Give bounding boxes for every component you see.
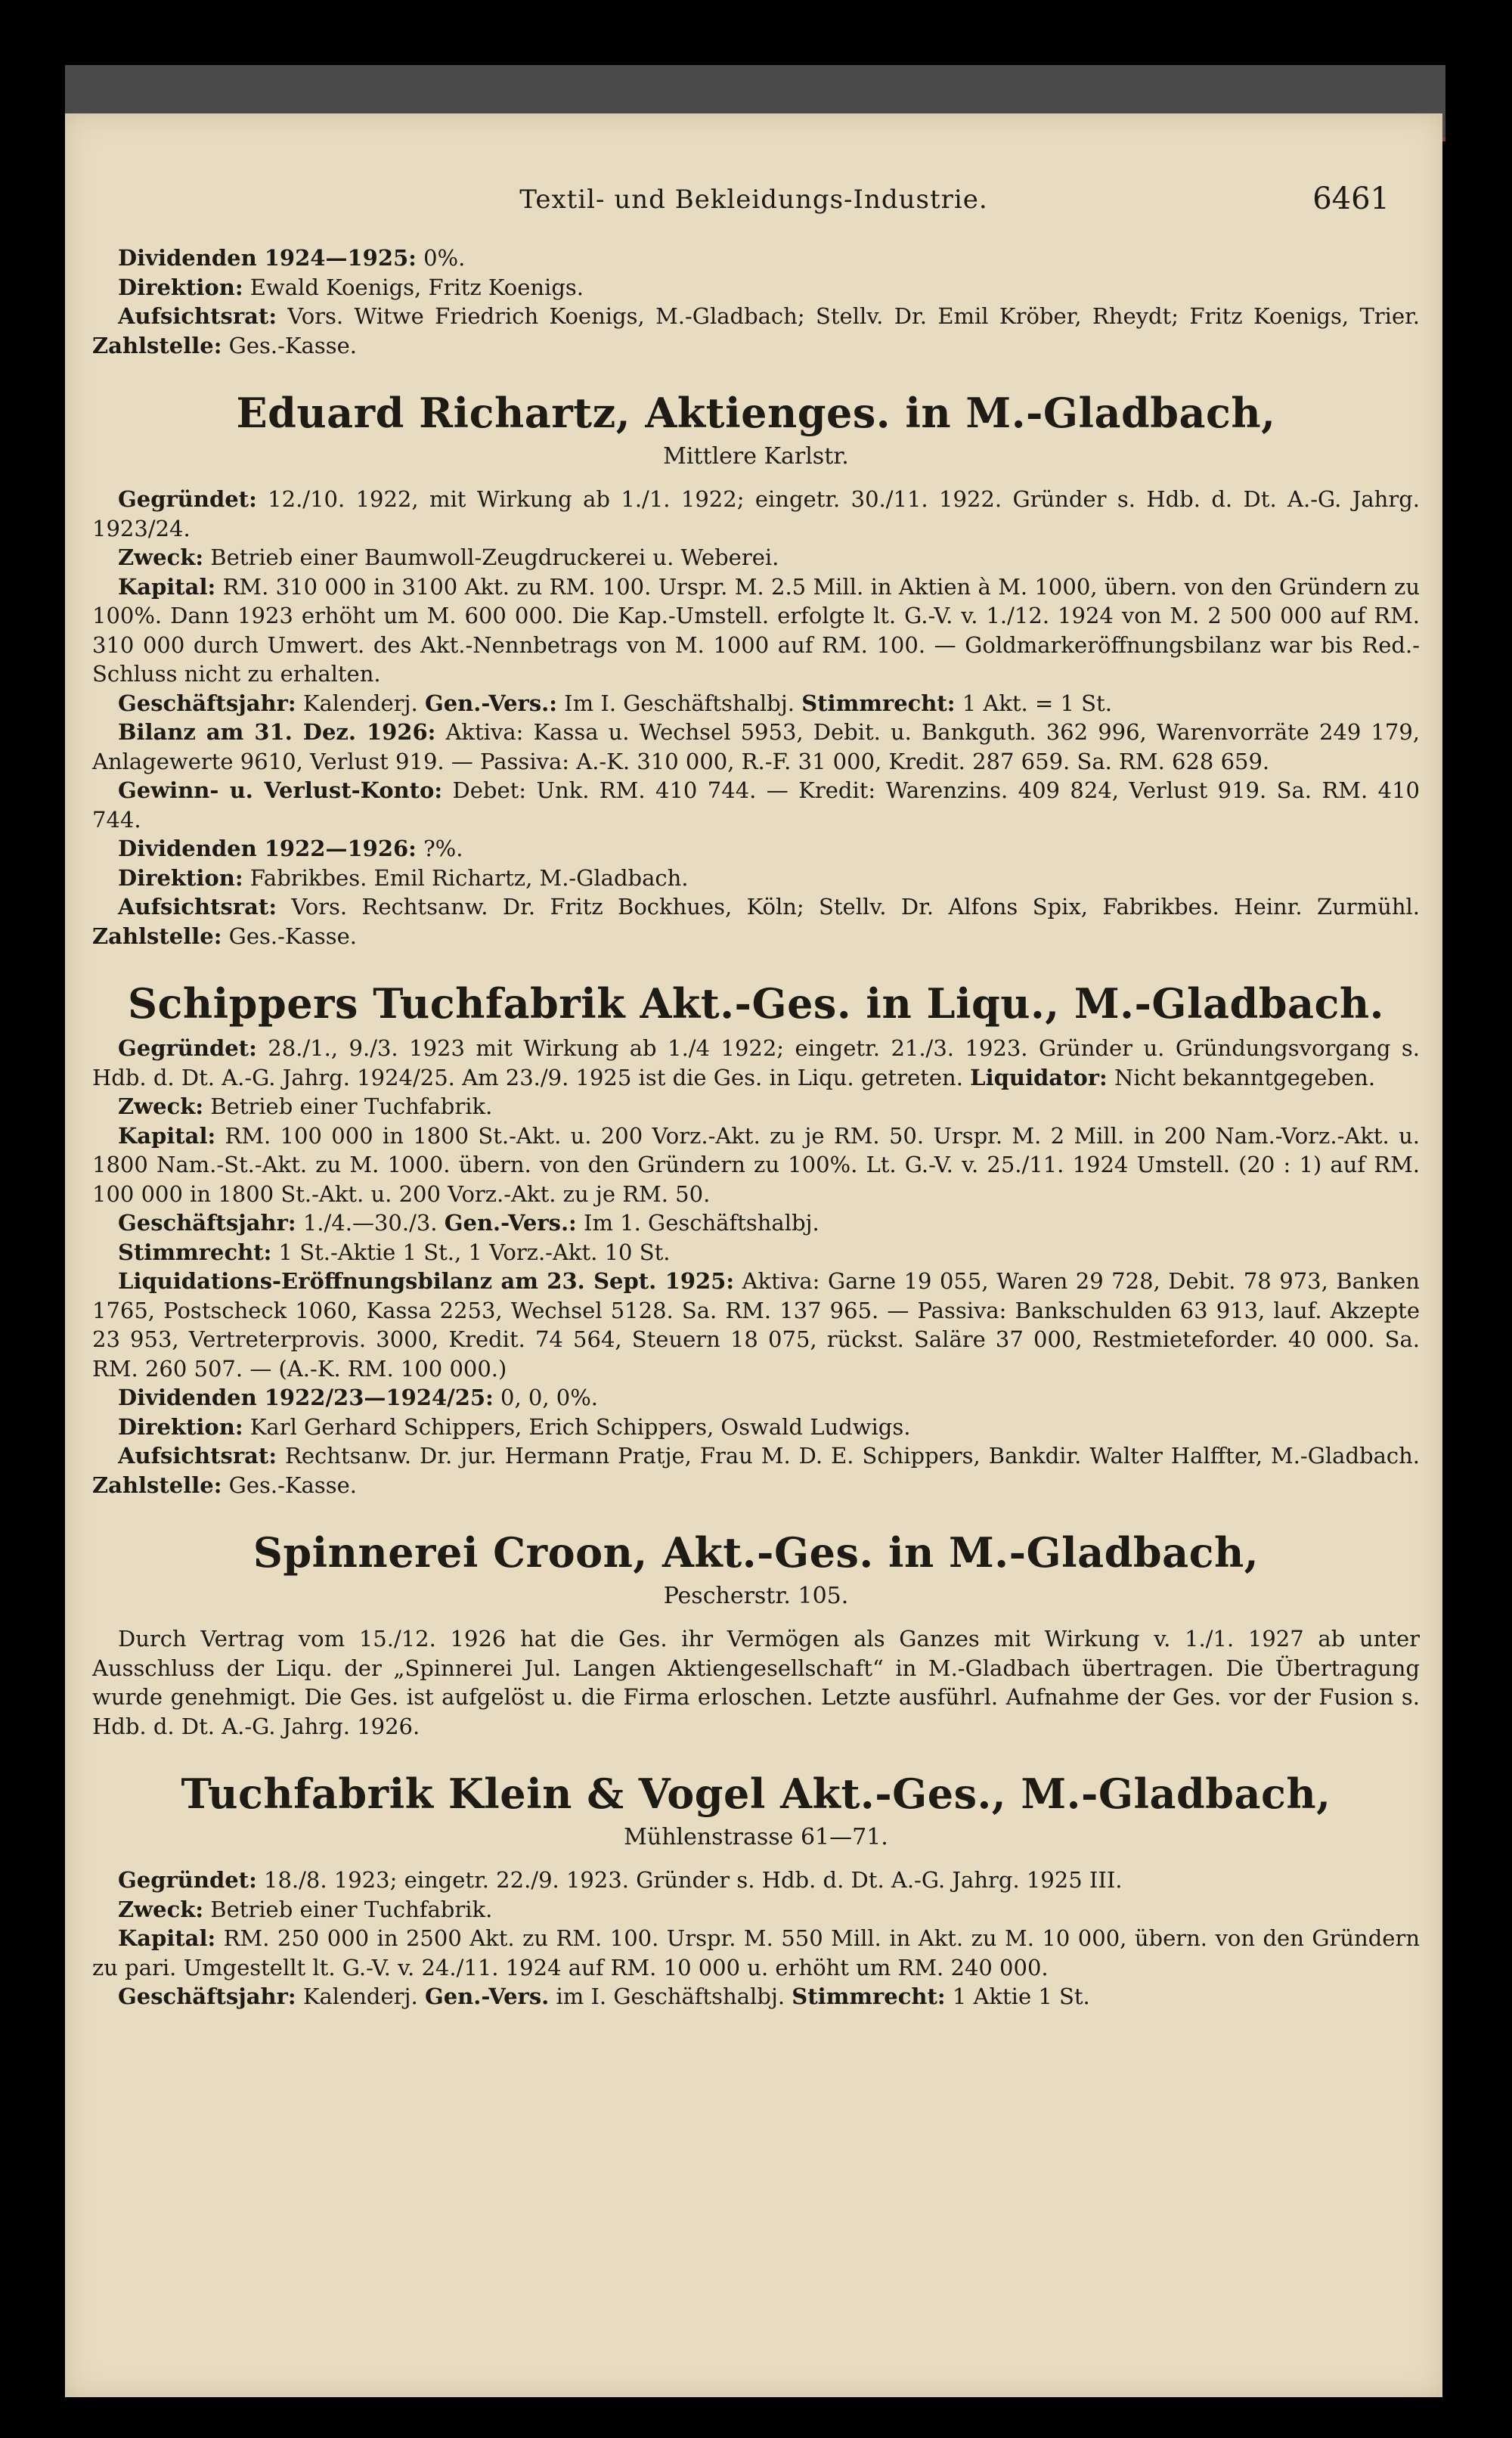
field-value: Vors. Witwe Friedrich Koenigs, M.-Gladbach; Stellv. Dr. Emil Kröber, Rheydt; Fritz Koenigs, Trier. xyxy=(277,303,1420,329)
page-number: 6461 xyxy=(1312,181,1390,216)
field-value: Nicht bekanntgegeben. xyxy=(1107,1064,1376,1090)
entry-paragraph xyxy=(92,834,1420,864)
field-label: Stimmrecht: xyxy=(118,1239,272,1265)
field-value: Betrieb einer Baumwoll-Zeugdruckerei u. Weberei. xyxy=(203,544,779,570)
field-value: 0%. xyxy=(416,245,466,271)
field-label: Dividenden 1922/23—1924/25: xyxy=(118,1385,494,1410)
field-label: Zweck: xyxy=(118,1093,204,1119)
running-title: Textil- und Bekleidungs-Industrie. xyxy=(519,185,988,215)
field-label: Zweck: xyxy=(118,1896,204,1922)
entry-paragraph xyxy=(92,1034,1420,1092)
field-label: Stimmrecht: xyxy=(801,690,956,716)
field-label: Aufsichtsrat: xyxy=(118,303,277,329)
field-label: Liquidations-Eröffnungsbilanz am 23. Sept. 1925: xyxy=(118,1268,735,1294)
entry-paragraph xyxy=(92,892,1420,951)
field-value: Ewald Koenigs, Fritz Koenigs. xyxy=(243,274,584,300)
field-value: Betrieb einer Tuchfabrik. xyxy=(203,1093,493,1119)
field-value: ?%. xyxy=(416,836,463,861)
field-label: Kapital: xyxy=(118,1122,216,1149)
entry-paragraph xyxy=(92,689,1420,718)
field-label: Kapital: xyxy=(118,573,216,600)
field-value: Betrieb einer Tuchfabrik. xyxy=(203,1896,493,1922)
entry-paragraph xyxy=(92,485,1420,543)
field-value: RM. 310 000 in 3100 Akt. zu RM. 100. Urspr. M. 2.5 Mill. in Aktien à M. 1000, übern. von den Gründern zu 100%. Dann 1923 erhöht um M. 600 000. Die Kap.-Umstell. erfolgte lt. G.-V. v. 1./12. 1924 von M. 2 500 000 auf RM. 310 000 durch Umwert. des Akt.-Nennbetrags von M. 1000 auf RM. 100. — Goldmarkeröffnungsbilanz war bis Red.-Schluss nicht zu erhalten. xyxy=(92,573,1420,687)
entry-paragraph xyxy=(92,273,1420,302)
company-address: Pescherstr. 105. xyxy=(663,1583,849,1609)
field-label: Kapital: xyxy=(118,1925,216,1951)
company-entry xyxy=(92,979,1420,1500)
field-label: Gegründet: xyxy=(118,1867,257,1893)
field-label: Aufsichtsrat: xyxy=(118,894,277,920)
entry-paragraph xyxy=(92,1866,1420,1895)
entry-paragraph xyxy=(92,1267,1420,1383)
entry-paragraph xyxy=(92,1982,1420,2012)
entry-paragraph xyxy=(92,718,1420,776)
field-label: Gen.-Vers. xyxy=(424,1984,550,2009)
field-value: 1 St.-Aktie 1 St., 1 Vorz.-Akt. 10 St. xyxy=(271,1239,671,1265)
field-value: Karl Gerhard Schippers, Erich Schippers, Oswald Ludwigs. xyxy=(243,1413,911,1440)
field-value: 1 Aktie 1 St. xyxy=(945,1984,1090,2009)
entry-paragraph xyxy=(92,1208,1420,1238)
field-label: Gegründet: xyxy=(118,486,257,512)
field-label: Geschäftsjahr: xyxy=(118,690,296,716)
field-label: Stimmrecht: xyxy=(792,1984,946,2009)
field-value: Im I. Geschäftshalbj. xyxy=(556,690,795,716)
field-value: Kalenderj. xyxy=(296,690,418,716)
entry-paragraph xyxy=(92,543,1420,572)
field-label: Liquidator: xyxy=(970,1064,1108,1090)
entry-paragraph xyxy=(92,1624,1420,1741)
field-value: 1./4.—30./3. xyxy=(296,1210,438,1236)
company-address: Mühlenstrasse 61—71. xyxy=(624,1824,888,1850)
entry-paragraph xyxy=(92,302,1420,360)
entry-paragraph xyxy=(92,776,1420,834)
field-value: 28./1., 9./3. 1923 mit Wirkung ab 1./4 1922; eingetr. 21./3. 1923. Gründer u. Gründungsvorgang s. Hdb. d. Dt. A.-G. Jahrg. 1924/25. Am 23./9. 1925 ist die Ges. in Liqu. getreten. xyxy=(92,1035,1420,1090)
field-label: Direktion: xyxy=(118,864,243,891)
company-title: Eduard Richartz, Aktienges. in M.-Gladbach, xyxy=(236,389,1276,437)
field-value: im I. Geschäftshalbj. xyxy=(549,1984,785,2009)
company-title: Schippers Tuchfabrik Akt.-Ges. in Liqu., M.-Gladbach. xyxy=(128,979,1384,1028)
entry-paragraph xyxy=(92,572,1420,689)
field-value: 18./8. 1923; eingetr. 22./9. 1923. Gründer s. Hdb. d. Dt. A.-G. Jahrg. 1925 III. xyxy=(256,1867,1123,1893)
field-label: Zahlstelle: xyxy=(92,1472,222,1498)
entry-paragraph xyxy=(92,1092,1420,1121)
field-value: RM. 250 000 in 2500 Akt. zu RM. 100. Urspr. M. 550 Mill. in Akt. zu M. 10 000, übern. von den Gründern zu pari. Umgestellt lt. G.-V. v. 24./11. 1924 auf RM. 10 000 u. erhöht um RM. 240 000. xyxy=(92,1925,1420,1980)
entry-paragraph xyxy=(92,1895,1420,1925)
field-label: Geschäftsjahr: xyxy=(118,1210,296,1236)
entry-paragraph xyxy=(92,1441,1420,1500)
field-label: Dividenden 1924—1925: xyxy=(118,245,417,271)
field-label: Gegründet: xyxy=(118,1035,257,1061)
field-label: Aufsichtsrat: xyxy=(118,1443,277,1469)
entry-paragraph xyxy=(92,864,1420,893)
field-value: Ges.-Kasse. xyxy=(222,923,357,949)
company-title: Tuchfabrik Klein & Vogel Akt.-Ges., M.-Gladbach, xyxy=(181,1770,1331,1818)
company-entry xyxy=(92,389,1420,951)
entry-paragraph xyxy=(92,1924,1420,1982)
field-label: Direktion: xyxy=(118,274,243,300)
field-value: Fabrikbes. Emil Richartz, M.-Gladbach. xyxy=(243,864,689,891)
entry-paragraph xyxy=(92,1238,1420,1267)
entry-paragraph xyxy=(92,1383,1420,1413)
page-content xyxy=(92,243,1420,2012)
company-entry xyxy=(92,1770,1420,2012)
field-value: 1 Akt. = 1 St. xyxy=(955,690,1112,716)
company-title: Spinnerei Croon, Akt.-Ges. in M.-Gladbach, xyxy=(253,1528,1259,1577)
field-label: Bilanz am 31. Dez. 1926: xyxy=(118,719,436,745)
company-entry xyxy=(92,243,1420,360)
field-label: Geschäftsjahr: xyxy=(118,1984,296,2009)
entry-paragraph xyxy=(92,1121,1420,1209)
field-value: Ges.-Kasse. xyxy=(222,332,357,358)
entry-paragraph xyxy=(92,1413,1420,1442)
field-label: Dividenden 1922—1926: xyxy=(118,836,417,861)
field-value: Im 1. Geschäftshalbj. xyxy=(576,1210,820,1236)
field-label: Direktion: xyxy=(118,1413,243,1440)
field-value: RM. 100 000 in 1800 St.-Akt. u. 200 Vorz.-Akt. zu je RM. 50. Urspr. M. 2 Mill. in 200 Nam.-Vorz.-Akt. u. 1800 Nam.-St.-Akt. zu M. 1000. übern. von den Gründern zu 100%. Lt. G.-V. v. 25./11. 1924 Umstell. (20 : 1) auf RM. 100 000 in 1800 St.-Akt. u. 200 Vorz.-Akt. zu je RM. 50. xyxy=(92,1122,1420,1207)
company-entry xyxy=(92,1528,1420,1741)
field-value: Aktiva: Kassa u. Wechsel 5953, Debit. u. Bankguth. 362 996, Warenvorräte 249 179, Anlagewerte 9610, Verlust 919. — Passiva: A.-K. 310 000, R.-F. 31 000, Kredit. 287 659. Sa. RM. 628 659. xyxy=(92,719,1420,774)
field-value: Ges.-Kasse. xyxy=(222,1472,357,1498)
field-value: Rechtsanw. Dr. jur. Hermann Pratje, Frau M. D. E. Schippers, Bankdir. Walter Halffter, M.-Gladbach. xyxy=(277,1443,1420,1469)
field-label: Gewinn- u. Verlust-Konto: xyxy=(118,777,443,803)
field-label: Gen.-Vers.: xyxy=(424,690,557,716)
field-value: Debet: Unk. RM. 410 744. — Kredit: Warenzins. 409 824, Verlust 919. Sa. RM. 410 744. xyxy=(92,777,1420,833)
book-page xyxy=(65,113,1442,2397)
entry-paragraph xyxy=(92,243,1420,273)
field-label: Gen.-Vers.: xyxy=(444,1210,577,1236)
field-label: Zweck: xyxy=(118,544,204,570)
field-value: 0, 0, 0%. xyxy=(493,1385,598,1410)
field-label: Zahlstelle: xyxy=(92,332,222,358)
field-value: Kalenderj. xyxy=(296,1984,418,2009)
field-value: Durch Vertrag vom 15./12. 1926 hat die Ges. ihr Vermögen als Ganzes mit Wirkung v. 1./1. 1927 ab unter Ausschluss der Liqu. der „Spinnerei Jul. Langen Aktiengesellschaft“ in M.-Gladbach übertragen. Die Übertragung wurde genehmigt. Die Ges. ist aufgelöst u. die Firma erloschen. Letzte ausführl. Aufnahme der Ges. vor der Fusion s. Hdb. d. Dt. A.-G. Jahrg. 1926. xyxy=(92,1626,1420,1739)
field-value: Aktiva: Garne 19 055, Waren 29 728, Debit. 78 973, Banken 1765, Postscheck 1060, Kassa 2253, Wechsel 5128. Sa. RM. 137 965. — Passiva: Bankschulden 63 913, lauf. Akzepte 23 953, Vertreterprovis. 3000, Kredit. 74 564, Steuern 18 075, rückst. Saläre 37 000, Restmieteforder. 40 000. Sa. RM. 260 507. — (A.-K. RM. 100 000.) xyxy=(92,1268,1420,1382)
field-value: 12./10. 1922, mit Wirkung ab 1./1. 1922; eingetr. 30./11. 1922. Gründer s. Hdb. d. Dt. A.-G. Jahrg. 1923/24. xyxy=(92,486,1420,541)
field-value: Vors. Rechtsanw. Dr. Fritz Bockhues, Köln; Stellv. Dr. Alfons Spix, Fabrikbes. Heinr. Zurmühl. xyxy=(277,894,1420,920)
company-address: Mittlere Karlstr. xyxy=(663,443,849,470)
field-label: Zahlstelle: xyxy=(92,923,222,949)
